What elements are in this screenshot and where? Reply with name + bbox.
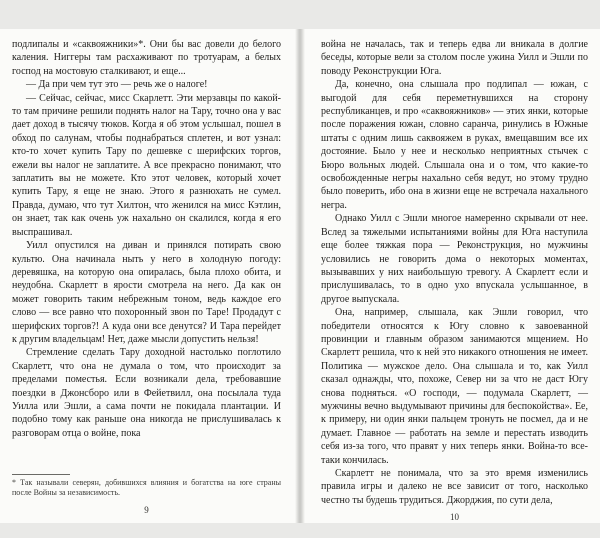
paragraph: — Сейчас, сейчас, мисс Скарлетт. Эти мерзавцы по какой-то там причине решили поднять налог на Тару, точно она у вас дает доход в тысячу тюков. Когда я об этом услышал, пошел в обход по салунам, чтобы поднабраться сплетен, и вот узнал: кто-то хочет купить Тару по дешевке с шерифских торгов, ежели вы налог не заплатите. А все прекрасно понимают, что заплатить вы не можете. Кто этот человек, который хочет купить Тару, я еще не знаю. Этого я разнюхать не сумел. Правда, думаю, что тут Хилтон, что женился на мисс Кэтлин, он знает, так как очень уж нахально он скалился, когда я его выспрашивал. <box>12 92 281 238</box>
paragraph: война не началась, так и теперь едва ли вникала в долгие беседы, которые вели за столом после ужина Уилл и Эшли по поводу Реконструкции Юга. <box>321 39 588 77</box>
footnote-text: * Так называли северян, добившихся влияния и богатства на юге страны после Войны за независимость. <box>12 478 281 497</box>
footnote-rule <box>12 474 70 475</box>
paragraph: Она, например, слышала, как Эшли говорил, что победители относятся к Югу словно к завоеванной провинции и главным образом занимаются мщением. Но Скарлетт решила, что к ней это никакого отношения не имеет. Политика — мужское дело. Она слышала и то, как Уилл сказал однажды, что, похоже, Север ни за что не даст Югу снова подняться. «О господи, — подумала Скарлетт, — мужчины вечно выдумывают причины для беспокойства». Ее, к примеру, ни один янки пальцем тронуть не посмел, да и не думает. Главное — работать на земле и перестать изводить себя из-за того, что правят у них теперь янки. Война-то все-таки кончилась. <box>321 307 588 466</box>
page-number-right: 10 <box>450 512 459 523</box>
paragraph: Да, конечно, она слышала про подлипал — южан, с выгодой для себя переметнувшихся на сторону республиканцев, и про «саквояжников» — этих янки, которые после поражения южан, словно саранча, ринулись в Южные штаты с одним лишь саквояжем в руках, вмещавшим все их достояние. Было у нее и несколько неприятных стычек с Бюро вольных людей. Слышала она и о том, что какие-то освобожденные негры нахально себя ведут, но этому трудно было поверить, ибо она в жизни еще не встречала нахального негра. <box>321 79 588 211</box>
page-left-text <box>12 38 281 440</box>
paragraph: подлипалы и «саквояжники»*. Они бы вас довели до белого каления. Ниггеры там расхаживают по тротуарам, а белых господ на мостовую сталкивают, и еще... <box>12 39 281 77</box>
paragraph: Уилл опустился на диван и принялся потирать свою культю. Она начинала ныть у него в холодную погоду: деревяшка, на которую она опиралась, была плохо обита, и неудобна. Скарлетт в ярости смотрела на него. Да как он может говорить таким небрежным тоном, ведь каждое его слово — все равно что похоронный звон по Таре! Продадут с шерифских торгов?! А куда они все денутся? И Тара перейдет к другим владельцам! Нет, даже мысли допустить нельзя! <box>12 240 281 345</box>
paragraph: Скарлетт не понимала, что за это время изменились правила игры и далеко не все зависит от того, насколько честно ты будешь трудиться. Джорджия, по сути дела, <box>321 468 588 506</box>
paragraph: Стремление сделать Тару доходной настолько поглотило Скарлетт, что она не думала о том, что происходит за пределами поместья. Если возникали дела, требовавшие поездки в Джонсборо или в Фейетвилл, она посылала туда Уилла или Эшли, а сама почти не покидала плантации. И подобно тому как раньше она никогда не прислушивалась к разговорам отца о войне, пока <box>12 347 281 439</box>
page-number-left: 9 <box>144 505 149 515</box>
footnote-block <box>12 474 281 500</box>
page-left <box>0 29 295 523</box>
page-gutter <box>295 29 305 523</box>
paragraph: — Да при чем тут это — речь же о налоге! <box>26 79 208 91</box>
page-right-text <box>321 38 588 507</box>
paragraph: Однако Уилл с Эшли многое намеренно скрывали от нее. Вслед за тяжелыми испытаниями войны для Юга наступила еще более тяжкая пора — Реконструкция, но мужчины условились не говорить дома о некоторых моментах, вызывавших у них наибольшую тревогу. А Скарлетт если и прислушивалась, то в одно ухо впускала услышанное, в другое выпускала. <box>321 213 588 305</box>
page-right <box>305 29 600 523</box>
